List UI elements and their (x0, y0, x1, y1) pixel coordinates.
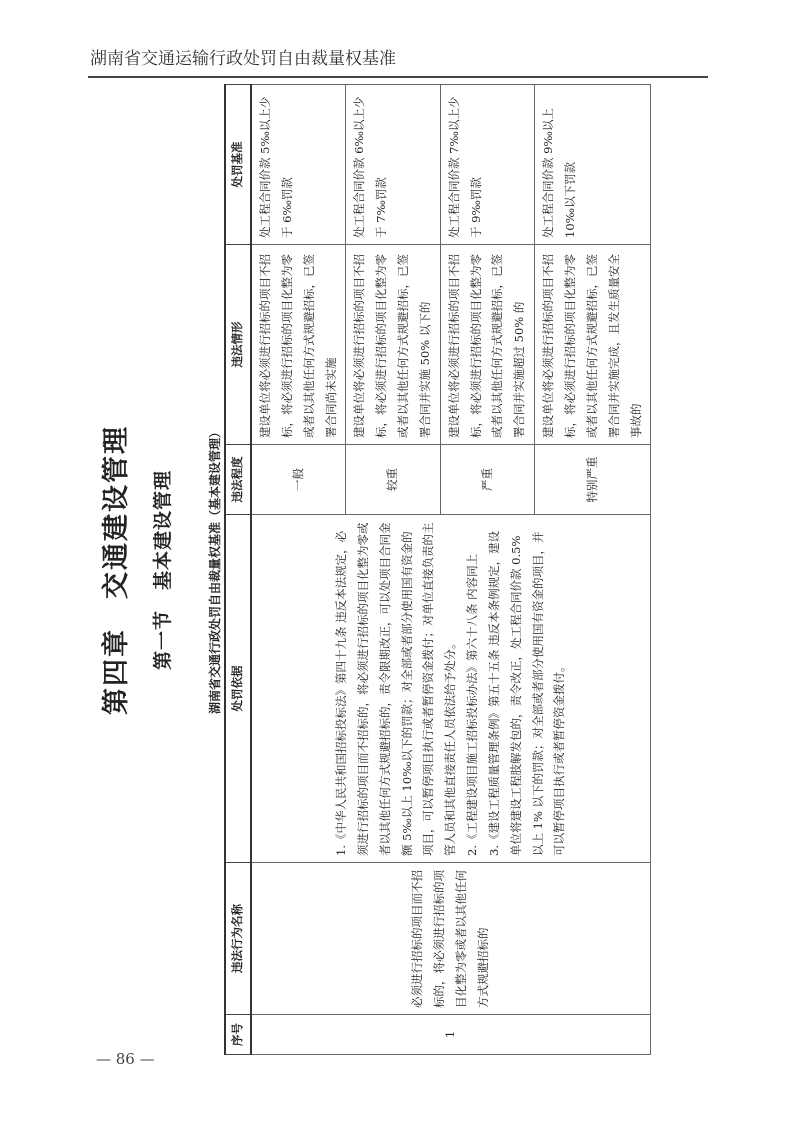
circumstance-extreme: 建设单位将必须进行招标的项目不招标，将必须进行招标的项目化整为零或者以其他任何方式规避招标，已签署合同并实施完成，且发生质量安全事故的 (535, 245, 651, 445)
col-header-degree: 违法程度 (225, 445, 251, 515)
legal-basis-item: 3.《建设工程质量管理条例》第五十五条 违反本条例规定，建设单位将建设工程肢解发包的，责令改正，处工程合同价款 0.5% 以上 1% 以下的罚款；对全部或者部分使用国有资金的项目，并可以暂停项目执行或者暂停资金拨付。 (486, 530, 567, 856)
col-header-no: 序号 (225, 1015, 251, 1055)
section-title: 第一节 基本建设管理 (152, 470, 174, 671)
circumstance-severe: 建设单位将必须进行招标的项目不招标，将必须进行招标的项目化整为零或者以其他任何方式规避招标，已签署合同并实施超过 50% 的 (440, 245, 534, 445)
header-rule (88, 76, 708, 78)
col-header-basis: 处罚依据 (225, 515, 251, 863)
table-header-row (225, 85, 251, 1055)
table-row (251, 85, 346, 1055)
standard-severe: 处工程合同价款 7‰以上少于 9‰罚款 (440, 85, 534, 245)
chapter-title: 第四章 交通建设管理 (101, 425, 132, 715)
standard-extreme: 处工程合同价款 9‰以上 10‰以下罚款 (535, 85, 651, 245)
col-header-act: 违法行为名称 (225, 863, 251, 1015)
degree-general: 一般 (251, 445, 346, 515)
legal-basis-item: 2.《工程建设项目施工招标投标办法》第六十八条 内容同上 (465, 553, 480, 856)
row-number: 1 (251, 1015, 651, 1055)
degree-extreme: 特别严重 (535, 445, 651, 515)
standard-serious: 处工程合同价款 6‰以上少于 7‰罚款 (346, 85, 440, 245)
degree-severe: 严重 (440, 445, 534, 515)
standard-general: 处工程合同价款 5‰以上少于 6‰罚款 (251, 85, 346, 245)
circumstance-general: 建设单位将必须进行招标的项目不招标，将必须进行招标的项目化整为零或者以其他任何方式规避招标，已签署合同尚未实施 (251, 245, 346, 445)
running-header: 湖南省交通运输行政处罚自由裁量权基准 (90, 49, 396, 69)
rotated-content (82, 85, 722, 1055)
legal-basis (251, 515, 651, 863)
degree-serious: 较重 (346, 445, 440, 515)
violation-name: 必须进行招标的项目而不招标的，将必须进行招标的项目化整为零或者以其他任何方式规避招标的 (251, 863, 651, 1015)
col-header-circumstance: 违法情形 (225, 245, 251, 445)
legal-basis-item: 1.《中华人民共和国招标投标法》第四十九条 违反本法规定，必须进行招标的项目而不招标的，将必须进行招标的项目化整为零或者以其他任何方式规避招标的，责令限期改正，可以处项目合同金额 5‰以上 10‰以下的罚款；对全部或者部分使用国有资金的项目，可以暂停项目执行或者暂停资金拨付；对单位直接负责的主管人员和其他直接责任人员依法给予处分。 (334, 522, 458, 856)
discretion-table (224, 84, 651, 1055)
circumstance-serious: 建设单位将必须进行招标的项目不招标，将必须进行招标的项目化整为零或者以其他任何方式规避招标，已签署合同并实施 50% 以下的 (346, 245, 440, 445)
col-header-standard: 处罚基准 (225, 85, 251, 245)
table-caption: 湖南省交通行政处罚自由裁量权基准（基本建设管理） (208, 426, 222, 715)
page-number: — 86 — (96, 1050, 155, 1068)
